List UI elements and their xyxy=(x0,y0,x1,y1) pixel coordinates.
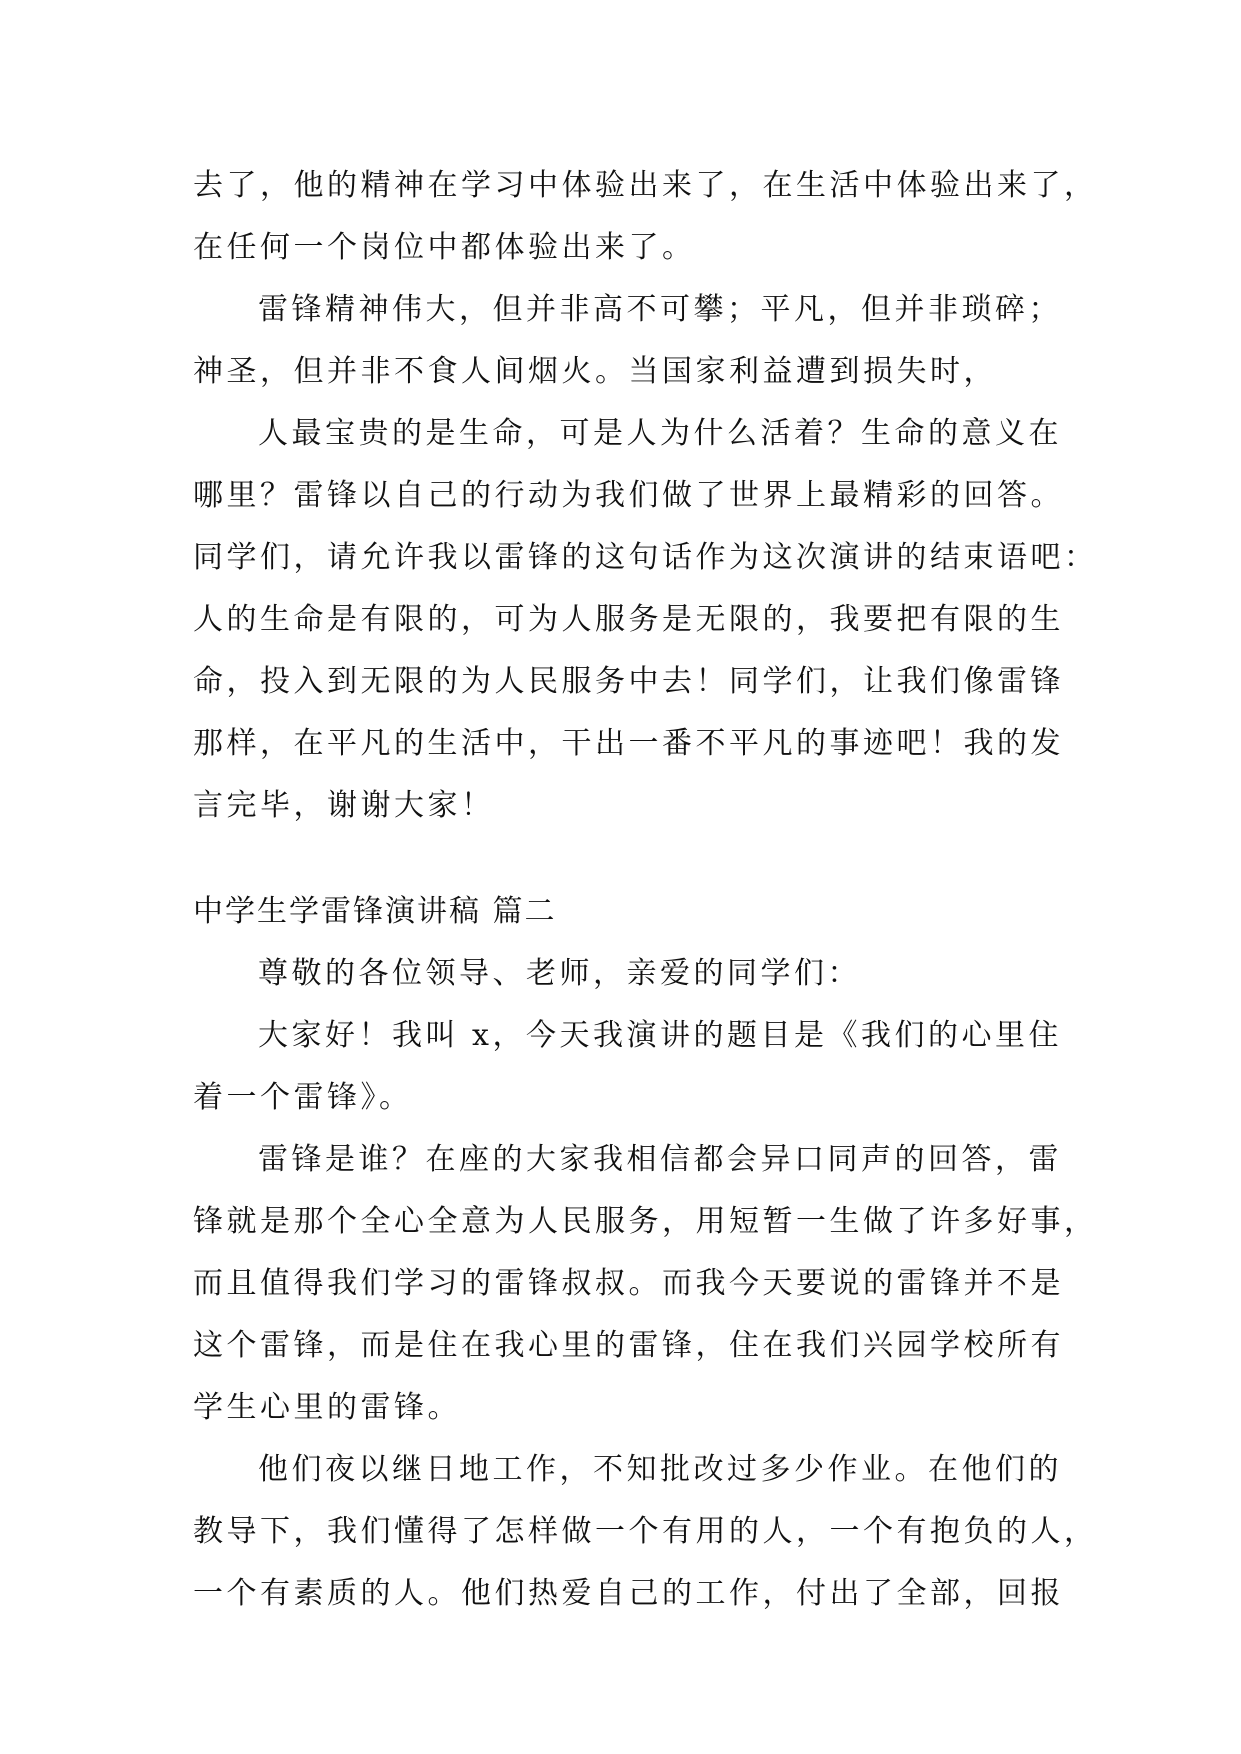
paragraph-line: 那样，在平凡的生活中，干出一番不平凡的事迹吧！我的发 xyxy=(193,726,1064,761)
paragraph-line: 大家好！我叫 x，今天我演讲的题目是《我们的心里住 xyxy=(258,1018,1062,1053)
paragraph-line: 神圣，但并非不食人间烟火。当国家利益遭到损失时， xyxy=(193,354,997,389)
section-heading: 中学生学雷锋演讲稿 篇二 xyxy=(193,894,557,929)
paragraph-line: 着一个雷锋》。 xyxy=(193,1080,413,1115)
paragraph-line: 这个雷锋，而是住在我心里的雷锋，住在我们兴园学校所有 xyxy=(193,1328,1064,1363)
paragraph-line: 他们夜以继日地工作，不知批改过多少作业。在他们的 xyxy=(258,1452,1062,1487)
paragraph-line: 雷锋是谁？在座的大家我相信都会异口同声的回答，雷 xyxy=(258,1142,1062,1177)
paragraph-line: 一个有素质的人。他们热爱自己的工作，付出了全部，回报 xyxy=(193,1576,1064,1611)
paragraph-line: 言完毕，谢谢大家！ xyxy=(193,788,495,823)
paragraph-line: 命，投入到无限的为人民服务中去！同学们，让我们像雷锋 xyxy=(193,664,1064,699)
paragraph-line: 学生心里的雷锋。 xyxy=(193,1390,461,1425)
paragraph-line: 雷锋精神伟大，但并非高不可攀；平凡，但并非琐碎； xyxy=(258,292,1062,327)
paragraph-line: 人最宝贵的是生命，可是人为什么活着？生命的意义在 xyxy=(258,416,1062,451)
paragraph-line: 人的生命是有限的，可为人服务是无限的，我要把有限的生 xyxy=(193,602,1064,637)
paragraph-line: 同学们，请允许我以雷锋的这句话作为这次演讲的结束语吧： xyxy=(193,540,1098,575)
paragraph-line: 尊敬的各位领导、老师，亲爱的同学们： xyxy=(258,956,861,991)
paragraph-line: 锋就是那个全心全意为人民服务，用短暂一生做了许多好事， xyxy=(193,1204,1098,1239)
paragraph-line: 哪里？雷锋以自己的行动为我们做了世界上最精彩的回答。 xyxy=(193,478,1064,513)
paragraph-line: 而且值得我们学习的雷锋叔叔。而我今天要说的雷锋并不是 xyxy=(193,1266,1064,1301)
paragraph-line: 在任何一个岗位中都体验出来了。 xyxy=(193,230,696,265)
paragraph-line: 去了，他的精神在学习中体验出来了，在生活中体验出来了， xyxy=(193,168,1098,203)
paragraph-line: 教导下，我们懂得了怎样做一个有用的人，一个有抱负的人， xyxy=(193,1514,1098,1549)
